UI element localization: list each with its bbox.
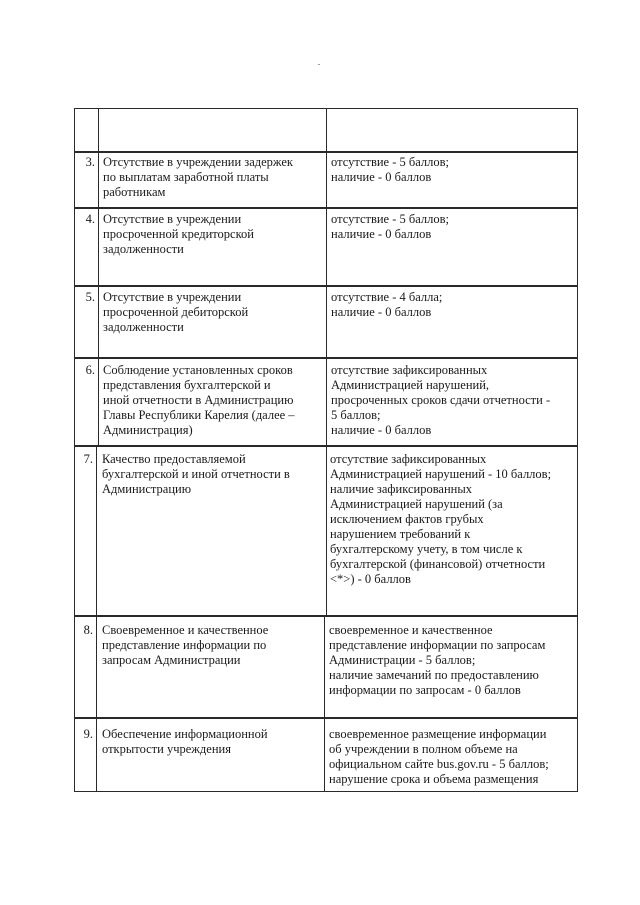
table-row — [74, 616, 578, 718]
number-cell — [75, 109, 99, 151]
criterion-cell — [99, 109, 327, 151]
table-row — [74, 446, 578, 616]
table-row — [74, 208, 578, 286]
criterion-text: Отсутствие в учреждении задержек по выплатам заработной платы работникам — [103, 155, 294, 199]
table-row — [74, 358, 578, 446]
row-number: 9. — [83, 727, 93, 741]
criterion-text: Обеспечение информационной открытости учреждения — [102, 727, 268, 756]
number-cell — [75, 719, 97, 791]
table-row — [74, 108, 578, 152]
scoring-text: своевременное и качественное представление информации по запросам Администрации - 5 баллов; наличие замечаний по предоставлению информации по запросам - 0 баллов — [329, 623, 546, 697]
criterion-text: Своевременное и качественное представление информации по запросам Администрации — [102, 623, 269, 667]
scoring-text: отсутствие - 5 баллов; наличие - 0 баллов — [331, 155, 450, 184]
row-number: 5. — [85, 290, 95, 304]
scoring-cell — [327, 287, 577, 357]
criterion-text: Соблюдение установленных сроков представления бухгалтерской и иной отчетности в Администрацию Главы Республики Карелия (далее – Администрация) — [103, 363, 295, 437]
criterion-cell — [97, 719, 325, 791]
criterion-text: Отсутствие в учреждении просроченной дебиторской задолженности — [103, 290, 249, 334]
table-row — [74, 152, 578, 208]
criterion-cell — [99, 287, 327, 357]
criterion-cell — [99, 209, 327, 285]
table-row — [74, 286, 578, 358]
number-cell — [75, 447, 97, 615]
scoring-text: отсутствие - 5 баллов; наличие - 0 баллов — [331, 212, 450, 241]
scoring-cell — [327, 109, 577, 151]
criterion-cell — [99, 153, 327, 207]
table-row — [74, 718, 578, 792]
number-cell — [75, 359, 99, 445]
criterion-text: Отсутствие в учреждении просроченной кредиторской задолженности — [103, 212, 254, 256]
scoring-text: отсутствие - 4 балла; наличие - 0 баллов — [331, 290, 443, 319]
row-number: 3. — [85, 155, 95, 169]
row-number: 4. — [85, 212, 95, 226]
scoring-cell — [325, 617, 577, 717]
criterion-cell — [97, 617, 325, 717]
scoring-cell — [325, 719, 577, 791]
criterion-cell — [99, 359, 327, 445]
row-number: 8. — [83, 623, 93, 637]
row-number: 7. — [83, 452, 93, 466]
scoring-cell — [327, 209, 577, 285]
number-cell — [75, 617, 97, 717]
scoring-cell — [327, 447, 577, 615]
scoring-text: отсутствие зафиксированных Администрацией нарушений - 10 баллов; наличие зафиксированных Администрацией нарушений (за исключением фактов грубых нарушением требований к бухгалтерскому учету, в том числе к бухгалтерской (финансовой) отчетности <*>) - 0 баллов — [330, 452, 552, 586]
row-number: 6. — [85, 363, 95, 377]
criterion-text: Качество предоставляемой бухгалтерской и иной отчетности в Администрацию — [102, 452, 290, 496]
number-cell — [75, 153, 99, 207]
criterion-cell — [97, 447, 327, 615]
scan-speck — [318, 64, 320, 65]
scoring-text: своевременное размещение информации об учреждении в полном объеме на официальном сайте bus.gov.ru - 5 баллов; нарушение срока и объема размещения — [329, 727, 549, 786]
scoring-cell — [327, 359, 577, 445]
scoring-cell — [327, 153, 577, 207]
scoring-text: отсутствие зафиксированных Администрацией нарушений, просроченных сроков сдачи отчетности - 5 баллов; наличие - 0 баллов — [331, 363, 551, 437]
number-cell — [75, 287, 99, 357]
number-cell — [75, 209, 99, 285]
